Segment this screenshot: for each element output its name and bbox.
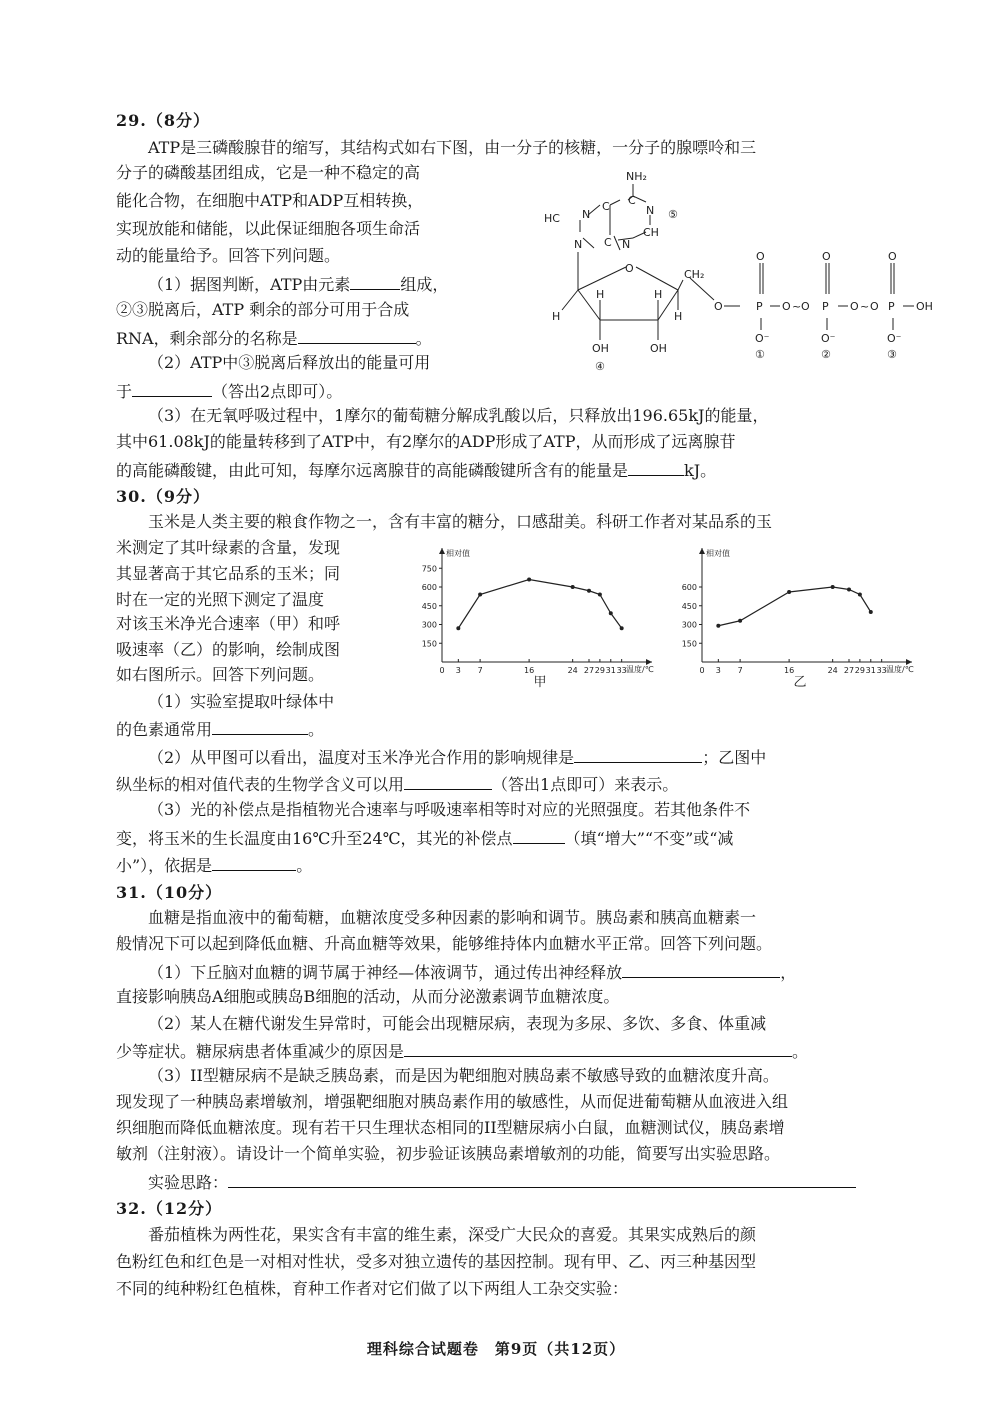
q30-part-1-line-2: [116, 718, 324, 740]
label-n1: N: [646, 204, 655, 217]
q30-part-2-text-d: （答出1点即可）来表示。: [492, 775, 679, 794]
q30-part-3-text-c: （填“增大”“不变”或“减: [564, 829, 734, 848]
marker-2: ②: [821, 348, 831, 361]
label-n9: N: [574, 238, 583, 251]
q29-part-3-line-3: [116, 459, 716, 481]
q31-heading: 31.（10分）: [116, 883, 223, 902]
q31-blank-experiment-idea[interactable]: [228, 1171, 856, 1188]
chart1-data-point: [456, 626, 460, 630]
label-oh2: OH: [592, 342, 609, 355]
label-c6: C: [628, 194, 636, 207]
q29-part-2-text-c: （答出2点即可）。: [212, 382, 343, 401]
q30-blank-basis[interactable]: [212, 854, 296, 871]
chart1-data-point: [478, 593, 482, 597]
marker-3: ③: [887, 348, 897, 361]
chart2-data-point: [869, 610, 873, 614]
chart1-series-line: [458, 580, 621, 629]
chart1-ytick-label: 450: [421, 601, 437, 611]
q30-line-7: 如右图所示。回答下列问题。: [116, 665, 325, 684]
q31-part-3-line-2: 现发现了一种胰岛素增敏剂，增强靶细胞对胰岛素作用的敏感性，从而促进葡萄糖从血液进入组: [116, 1092, 789, 1111]
chart1-xtick-label: 3: [455, 666, 461, 675]
chart2-xtick-label: 33: [876, 666, 887, 675]
q30-blank-compensation[interactable]: [513, 827, 565, 844]
q30-part-2-text-c: 纵坐标的相对值代表的生物学含义可以用: [116, 775, 405, 794]
q31-part-3: （3）II型糖尿病不是缺乏胰岛素，而是因为靶细胞对胰岛素不敏感导致的血糖浓度升高。: [148, 1066, 779, 1085]
q30-blank-meaning[interactable]: [404, 773, 492, 790]
marker-4: ④: [595, 360, 605, 373]
label-h2: H: [596, 288, 605, 301]
q30-line-2: 米测定了其叶绿素的含量，发现: [116, 538, 341, 557]
q30-line-5: 对该玉米净光合速率（甲）和呼: [116, 614, 341, 633]
chart1-ytick-label: 750: [421, 564, 437, 574]
q31-part-1-line-2: 直接影响胰岛A细胞或胰岛B细胞的活动，从而分泌激素调节血糖浓度。: [116, 987, 620, 1006]
q29-part-1-line-2: ②③脱离后，ATP 剩余的部分可用于合成: [116, 300, 410, 319]
q29-blank-energy-use[interactable]: [132, 380, 212, 397]
q30-part-2-line-2: [116, 773, 678, 795]
q30-part-3: （3）光的补偿点是指植物光合速率与呼吸速率相等时对应的光照强度。若其他条件不: [148, 800, 751, 819]
chart1-data-point: [587, 589, 591, 593]
chart1-ytick-label: 300: [421, 620, 437, 630]
q29-blank-residue-name[interactable]: [298, 327, 416, 344]
label-p2-left: O: [801, 300, 810, 313]
chart2-ytick-label: 600: [681, 583, 697, 592]
label-h1: H: [552, 310, 561, 323]
q29-blank-kj[interactable]: [628, 459, 684, 476]
q29-part-1-text-b: 组成，: [400, 275, 449, 294]
q29-part-3: （3）在无氧呼吸过程中，1摩尔的葡萄糖分解成乳酸以后，只释放出196.65kJ的能量，: [148, 406, 769, 425]
chart1-xtick-label: 7: [477, 666, 483, 675]
chart1-xtick-label: 31: [605, 666, 616, 675]
q31-part-3-line-5: [148, 1171, 856, 1193]
label-o-ester: O: [714, 300, 723, 313]
label-ch: CH: [643, 226, 659, 239]
label-p2-om: O⁻: [821, 332, 836, 345]
chart-net-photosynthesis: [408, 544, 670, 690]
chart1-data-point: [609, 611, 613, 615]
q30-part-3-line-3: [116, 854, 312, 876]
q29-part-2-text-b: 于: [116, 382, 133, 401]
q30-blank-temperature-rule[interactable]: [574, 746, 702, 763]
label-tilde-1: ~: [792, 300, 802, 313]
q31-part-3-line-4: 敏剂（注射液）。请设计一个简单实验，初步验证该胰岛素增敏剂的功能，简要写出实验思路。: [116, 1144, 781, 1163]
label-c5: C: [602, 200, 610, 213]
chart2-y-arrow: [699, 548, 705, 554]
label-nh2: NH₂: [626, 170, 647, 183]
label-p2: P: [822, 300, 829, 313]
q29-part-1-text-d: RNA，剩余部分的名称是: [116, 329, 298, 348]
q31-part-2-line-2: [116, 1040, 808, 1062]
q30-part-3-text-e: 。: [296, 856, 313, 875]
chart1-xtick-label: 29: [594, 666, 605, 675]
chart1-ylabel: 相对值: [446, 549, 470, 558]
chart2-data-point: [847, 588, 851, 592]
q30-line-3: 其显著高于其它品系的玉米；同: [116, 564, 341, 583]
q30-part-3-text-d: 小”），依据是: [116, 856, 213, 875]
q32-line-1: 番茄植株为两性花，果实含有丰富的维生素，深受广大民众的喜爱。其果实成熟后的颜: [148, 1225, 757, 1244]
label-p3: P: [888, 300, 895, 313]
q30-line-1: 玉米是人类主要的粮食作物之一，含有丰富的糖分，口感甜美。科研工作者对某品系的玉: [148, 512, 773, 531]
q31-part-2: （2）某人在糖代谢发生异常时，可能会出现糖尿病，表现为多尿、多饮、多食、体重减: [148, 1014, 767, 1033]
marker-1: ①: [755, 348, 765, 361]
q31-part-1-text-b: ，: [780, 963, 797, 982]
marker-5: ⑤: [668, 208, 678, 221]
label-hc: HC: [544, 212, 560, 225]
atp-structure-diagram: [538, 160, 948, 380]
q31-line-2: 般情况下可以起到降低血糖、升高血糖等效果，能够维持体内血糖水平正常。回答下列问题。: [116, 934, 773, 953]
label-o-1: O: [782, 300, 791, 313]
label-oh3: OH: [650, 342, 667, 355]
chart2-xtick-label: 16: [784, 666, 795, 675]
label-p1: P: [756, 300, 763, 313]
q29-part-1: [148, 273, 448, 295]
chart2-ylabel: 相对值: [706, 549, 730, 558]
q29-line-1: ATP是三磷酸腺苷的缩写，其结构式如右下图，由一分子的核糖，一分子的腺嘌呤和三: [148, 138, 757, 157]
q31-part-1: [148, 961, 796, 983]
q31-part-1-text-a: （1）下丘脑对血糖的调节属于神经—体液调节，通过传出神经释放: [148, 963, 623, 982]
chart2-xtick-label: 27: [843, 666, 855, 675]
chart1-data-point: [571, 585, 575, 589]
q31-blank-transmitter[interactable]: [622, 961, 780, 978]
q30-heading: 30.（9分）: [116, 487, 210, 506]
q29-part-3-text-d: kJ。: [684, 461, 717, 480]
q30-part-3-text-b: 变，将玉米的生长温度由16℃升至24℃，其光的补偿点: [116, 829, 513, 848]
q30-part-3-line-2: [116, 827, 733, 849]
label-terminal-oh: OH: [916, 300, 933, 313]
chart2-ytick-label: 300: [681, 620, 697, 630]
chart2-data-point: [787, 590, 791, 594]
chart1-xtick-label: 16: [524, 666, 535, 675]
chart1-ytick-label: 150: [421, 639, 437, 649]
q29-part-1-text-e: 。: [415, 329, 432, 348]
q31-part-2-text-c: 。: [792, 1042, 809, 1061]
q30-part-2-text-a: （2）从甲图可以看出，温度对玉米净光合作用的影响规律是: [148, 748, 575, 767]
q30-part-1: （1）实验室提取叶绿体中: [148, 692, 335, 711]
label-p2-o: O: [822, 250, 831, 263]
page-footer: 理科综合试题卷 第9页（共12页）: [366, 1340, 626, 1358]
q30-part-2: [148, 746, 766, 768]
chart1-data-point: [620, 626, 624, 630]
q29-part-1-line-3: [116, 327, 432, 349]
q32-line-3: 不同的纯种粉红色植株，育种工作者对它们做了以下两组人工杂交实验：: [116, 1279, 629, 1298]
q29-blank-elements[interactable]: [350, 273, 400, 290]
chart1-caption: 甲: [533, 675, 547, 690]
label-ring-o: O: [625, 262, 634, 275]
q29-heading: 29.（8分）: [116, 111, 210, 130]
q32-line-2: 色粉红色和红色是一对相对性状，受多对独立遗传的基因控制。现有甲、乙、丙三种基因型: [116, 1252, 757, 1271]
chart2-xtick-label: 29: [854, 666, 865, 675]
q32-heading: 32.（12分）: [116, 1199, 223, 1218]
chart1-y-arrow: [439, 548, 445, 554]
chart2-ytick-label: 150: [681, 639, 697, 649]
q30-part-1-text-c: 。: [308, 720, 325, 739]
q29-part-1-text-a: （1）据图判断，ATP由元素: [148, 275, 351, 294]
q29-part-3-text-c: 的高能磷酸键，由此可知，每摩尔远离腺苷的高能磷酸键所含有的能量是: [116, 461, 629, 480]
label-h3: H: [654, 288, 663, 301]
chart2-data-point: [858, 593, 862, 597]
chart1-xtick-label: 0: [439, 666, 445, 675]
label-p1-o: O: [756, 250, 765, 263]
label-n3: N: [622, 238, 631, 251]
chart2-xlabel: 温度/℃: [886, 665, 914, 674]
label-ch2: CH₂: [684, 268, 705, 281]
q31-part-2-text-b: 少等症状。糖尿病患者体重减少的原因是: [116, 1042, 405, 1061]
chart-respiration: [668, 544, 930, 690]
q31-idea-label: 实验思路：: [148, 1173, 229, 1192]
q31-blank-weight-loss-reason[interactable]: [404, 1040, 792, 1057]
chart2-xtick-label: 24: [827, 666, 838, 675]
chart1-xtick-label: 33: [616, 666, 627, 675]
chart1-xtick-label: 24: [567, 666, 578, 675]
label-p3-left: O: [870, 300, 879, 313]
chart1-xlabel: 温度/℃: [626, 665, 654, 674]
q30-line-4: 时在一定的光照下测定了温度: [116, 590, 325, 609]
label-n7: N: [582, 208, 591, 221]
label-tilde-2: ~: [860, 300, 870, 313]
chart1-data-point: [527, 578, 531, 582]
chart2-xtick-label: 7: [737, 666, 743, 675]
q30-part-2-text-b: ；乙图中: [702, 748, 767, 767]
chart2-ytick-label: 450: [681, 601, 697, 611]
q30-blank-solvent[interactable]: [212, 718, 308, 735]
q31-part-3-line-3: 织细胞而降低血糖浓度。现有若干只生理状态相同的II型糖尿病小白鼠，血糖测试仪，胰岛素增: [116, 1118, 785, 1137]
q29-part-2-line-2: [116, 380, 342, 402]
chart2-caption: 乙: [793, 675, 807, 690]
label-p3-o: O: [888, 250, 897, 263]
chart1-xtick-label: 27: [583, 666, 595, 675]
q30-line-6: 吸速率（乙）的影响，绘制成图: [116, 640, 341, 659]
q29-line-4: 实现放能和储能，以此保证细胞各项生命活: [116, 219, 421, 238]
q29-line-2: 分子的磷酸基团组成，它是一种不稳定的高: [116, 163, 421, 182]
chart1-ytick-label: 600: [421, 583, 437, 592]
chart2-xtick-label: 0: [699, 666, 705, 675]
chart2-xtick-label: 3: [715, 666, 721, 675]
q30-part-1-text-b: 的色素通常用: [116, 720, 213, 739]
label-p3-om: O⁻: [887, 332, 902, 345]
q31-line-1: 血糖是指血液中的葡萄糖，血糖浓度受多种因素的影响和调节。胰岛素和胰高血糖素一: [148, 908, 757, 927]
chart2-data-point: [716, 624, 720, 628]
label-c4: C: [604, 236, 612, 249]
chart2-data-point: [738, 619, 742, 623]
label-h4: H: [674, 310, 683, 323]
q29-part-3-line-2: 其中61.08kJ的能量转移到了ATP中，有2摩尔的ADP形成了ATP，从而形成了远离腺苷: [116, 432, 736, 451]
label-p1-om: O⁻: [755, 332, 770, 345]
chart1-data-point: [598, 593, 602, 597]
chart2-data-point: [831, 585, 835, 589]
q29-line-5: 动的能量给予。回答下列问题。: [116, 246, 341, 265]
chart2-xtick-label: 31: [865, 666, 876, 675]
label-o-2: O: [850, 300, 859, 313]
q29-line-3: 能化合物，在细胞中ATP和ADP互相转换，: [116, 191, 424, 210]
q29-part-2: （2）ATP中③脱离后释放出的能量可用: [148, 353, 431, 372]
